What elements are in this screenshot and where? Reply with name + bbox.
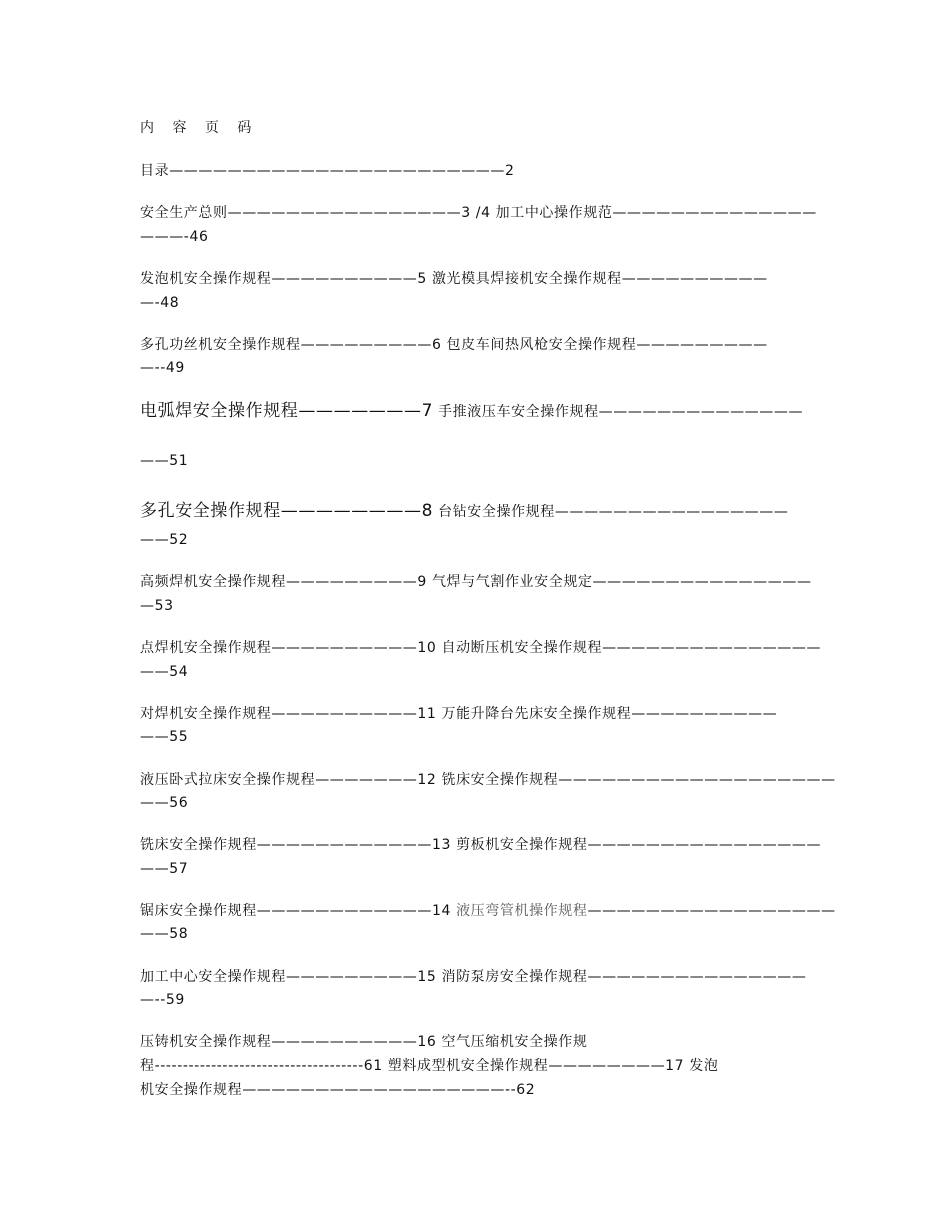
toc-line: ——55	[140, 729, 189, 745]
toc-line: ———-46	[140, 229, 209, 245]
toc-line: 压铸机安全操作规程——————————16 空气压缩机安全操作规	[140, 1034, 588, 1050]
toc-heading: 内 容 页 码	[140, 120, 259, 136]
toc-line-tail: —————————————————	[587, 903, 836, 919]
toc-line: 加工中心安全操作规程—————————15 消防泵房安全操作规程———————————————	[140, 969, 807, 985]
toc-line: 液压卧式拉床安全操作规程———————12 铣床安全操作规程———————————————————	[140, 772, 836, 788]
toc-line: —--49	[140, 360, 185, 376]
toc-line: 对焊机安全操作规程——————————11 万能升降台先床安全操作规程——————————	[140, 706, 778, 722]
toc-line: ——51	[140, 453, 189, 469]
toc-line: 铣床安全操作规程————————————13 剪板机安全操作规程————————————————	[140, 837, 822, 853]
toc-line	[140, 502, 788, 521]
toc-line: ——54	[140, 664, 189, 680]
toc-line: 点焊机安全操作规程——————————10 自动断压机安全操作规程———————————————	[140, 640, 822, 656]
toc-line-main: 锯床安全操作规程————————————14	[140, 903, 457, 919]
toc-line	[140, 402, 803, 421]
toc-line: ——58	[140, 926, 189, 942]
toc-line-gray: 液压弯管机操作规程	[456, 903, 588, 919]
toc-line: 发泡机安全操作规程——————————5 激光模具焊接机安全操作规程——————————	[140, 271, 768, 287]
toc-line: 目录———————————————————————2	[140, 163, 515, 179]
toc-line: —--59	[140, 992, 185, 1008]
toc-line: ——52	[140, 532, 189, 548]
toc-line: —-48	[140, 295, 180, 311]
toc-line: —53	[140, 598, 174, 614]
toc-line: 程-------------------------------------61 塑料成型机安全操作规程————————17 发泡	[140, 1058, 719, 1074]
toc-line: ——57	[140, 861, 189, 877]
toc-line-rest: 台钻安全操作规程————————————————	[433, 504, 789, 520]
toc-line-emphasis: 电弧焊安全操作规程———————7	[140, 401, 434, 421]
toc-line-emphasis: 多孔安全操作规程————————8	[140, 501, 434, 521]
toc-line: 高频焊机安全操作规程—————————9 气焊与气割作业安全规定———————————————	[140, 574, 812, 590]
toc-line: 多孔功丝机安全操作规程—————————6 包皮车间热风枪安全操作规程—————————	[140, 337, 768, 353]
toc-line: 机安全操作规程——————————————————--62	[140, 1082, 536, 1098]
toc-line	[140, 902, 836, 920]
toc-line: ——56	[140, 795, 189, 811]
toc-line: 安全生产总则————————————————3 /4 加工中心操作规范——————————————	[140, 205, 817, 221]
toc-line-rest: 手推液压车安全操作规程——————————————	[433, 404, 804, 420]
